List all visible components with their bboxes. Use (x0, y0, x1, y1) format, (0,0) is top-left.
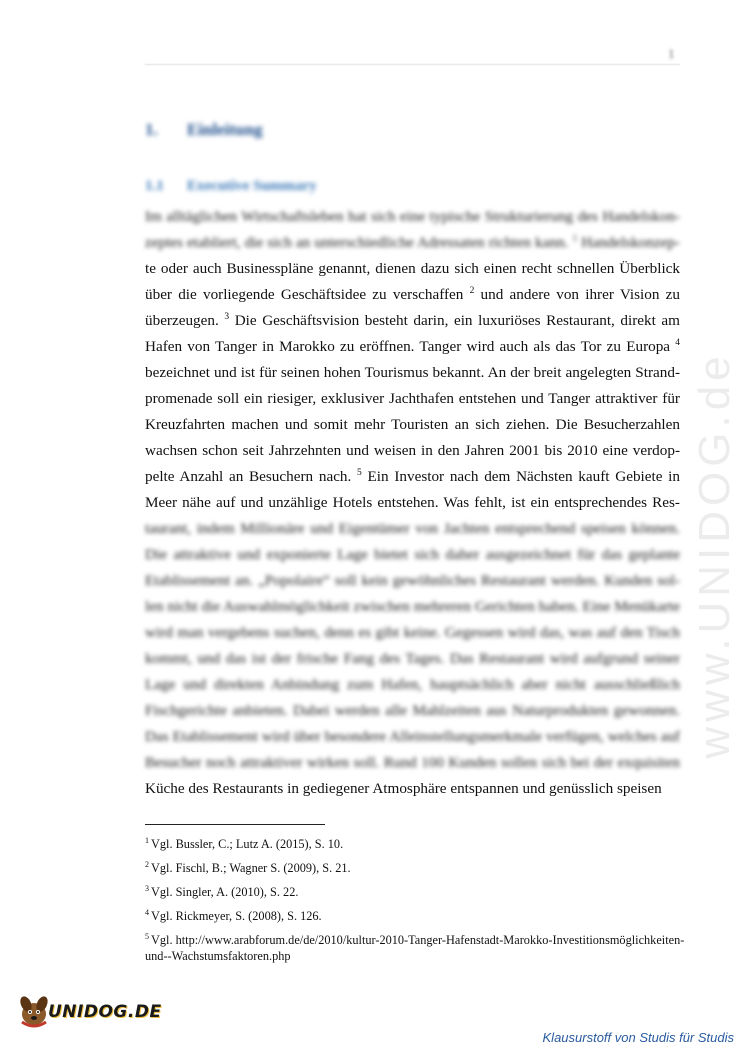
footnote-text[interactable]: Vgl. http://www.arabforum.de/de/2010/kultur-2010-Tanger-Hafenstadt-Marokko-Investitionsmöglichkeiten-und--Wachstumsfaktoren.php (145, 933, 685, 963)
body-line: Meer nähe auf und unzählige Hotels entstehen. Was fehlt, ist ein entsprechendes Res- (145, 494, 680, 511)
body-line: Küche des Restaurants in gediegener Atmosphäre entspannen und genüsslich speisen (145, 780, 662, 797)
footnote-text: Vgl. Fischl, B.; Wagner S. (2009), S. 21. (151, 861, 351, 875)
body-line: bezeichnet und ist für seinen hohen Tourismus bekannt. An der breit angelegten Strand- (145, 364, 680, 381)
body-line: Etablissement an. „Popolaire“ soll kein gewöhnliches Restaurant werden. Kunden sol- (145, 572, 680, 589)
body-line: zeptes etabliert, die sich an unterschiedliche Adressaten richten kann. $^1$ Handelskonzep- (145, 234, 680, 251)
subsection-number: 1.1 (145, 178, 164, 194)
footnote-mark: 2 (145, 860, 149, 869)
footnote-divider (145, 824, 325, 825)
body-line: pelte Anzahl an Besuchern nach. $^5$ Ein Investor nach dem Nächsten kauft Gebiete in (145, 468, 680, 485)
body-line: Hafen von Tanger in Marokko zu eröffnen. Tanger wird auch als das Tor zu Europa $^4$ (145, 338, 680, 355)
body-text (145, 204, 680, 802)
header-divider (145, 64, 680, 65)
section-title: Einleitung (187, 120, 263, 139)
body-line: wird man vergebens suchen, denn es gibt keine. Gegessen wird das, was auf den Tisch (145, 624, 680, 641)
footnote (145, 908, 685, 924)
page-number: 1 (668, 46, 675, 61)
subsection-heading (145, 178, 317, 195)
body-line: Fischgerichte anbieten. Dabei werden alle Mahlzeiten aus Naturprodukten gewonnen. (145, 702, 680, 719)
footnote (145, 860, 685, 876)
body-line: Die attraktive und exponierte Lage bietet sich daher ausgezeichnet für das geplante (145, 546, 680, 563)
body-line: Lage und direkten Anbindung zum Hafen, hauptsächlich aber nicht ausschließlich (145, 676, 680, 693)
footer-slogan: Klausurstoff von Studis für Studis (542, 1030, 734, 1045)
body-line: promenade soll ein riesiger, exklusiver Jachthafen entstehen und Tanger attraktiver für (145, 390, 680, 407)
body-line: Das Etablissement wird über besondere Alleinstellungsmerkmale verfügen, welches auf (145, 728, 680, 745)
body-line: überzeugen. $^3$ Die Geschäftsvision besteht darin, ein luxuriöses Restaurant, direkt am (145, 312, 680, 329)
body-line: len nicht die Auswahlmöglichkeit zwischen mehreren Gerichten haben. Eine Menükarte (145, 598, 680, 615)
footnote-mark: 4 (145, 908, 149, 917)
body-line: Im alltäglichen Wirtschaftsleben hat sich eine typische Strukturierung des Handelskon- (145, 208, 680, 225)
footnote-text: Vgl. Rickmeyer, S. (2008), S. 126. (151, 909, 322, 923)
body-line: kommt, und das ist der frische Fang des Tages. Das Restaurant wird aufgrund seiner (145, 650, 680, 667)
subsection-title: Executive Summary (187, 178, 317, 194)
watermark: www.UNIDOG.de (690, 351, 739, 759)
body-line: Besucher noch attraktiver wirken soll. Rund 100 Kunden sollen sich bei der exquisiten (145, 754, 680, 771)
footnote-mark: 1 (145, 836, 149, 845)
footnote-mark: 5 (145, 932, 149, 941)
body-line: taurant, indem Millionäre und Eigentümer von Jachten entsprechend speisen können. (145, 520, 680, 537)
footnote-mark: 3 (145, 884, 149, 893)
body-line: über die vorliegende Geschäftsidee zu verschaffen $^2$ und andere von ihrer Vision zu (145, 286, 680, 303)
footnote (145, 932, 685, 964)
body-line: wachsen schon seit Jahrzehnten und weisen in den Jahren 2001 bis 2010 eine verdop- (145, 442, 680, 459)
footnotes (145, 836, 685, 972)
footnote (145, 836, 685, 852)
footnote (145, 884, 685, 900)
section-number: 1. (145, 120, 158, 139)
section-heading (145, 120, 263, 140)
logo-text[interactable]: UNIDOG.DE (48, 1002, 162, 1022)
footnote-text: Vgl. Singler, A. (2010), S. 22. (151, 885, 299, 899)
body-line: Kreuzfahrten machen und somit mehr Touristen an sich ziehen. Die Besucherzahlen (145, 416, 680, 433)
body-line: te oder auch Businesspläne genannt, dienen dazu sich einen recht schnellen Überblick (145, 260, 680, 277)
footnote-text: Vgl. Bussler, C.; Lutz A. (2015), S. 10. (151, 837, 344, 851)
